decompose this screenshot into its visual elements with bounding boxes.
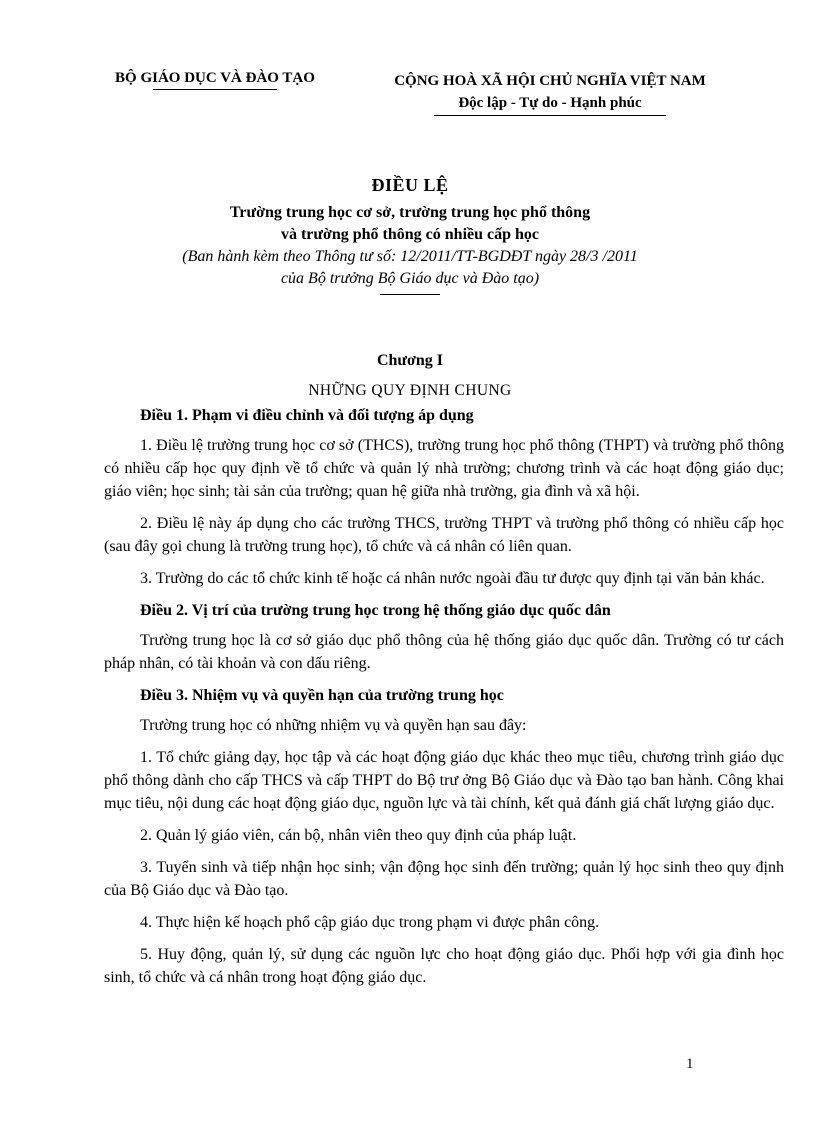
issuance-line1: (Ban hành kèm theo Thông tư số: 12/2011/TT-BGDĐT ngày 28/3 /2011 xyxy=(182,248,638,265)
chapter-heading xyxy=(100,350,720,402)
republic-header xyxy=(374,70,726,116)
document-subtitle-line2: và trường phổ thông có nhiều cấp học xyxy=(280,226,540,243)
national-motto: Độc lập - Tự do - Hạnh phúc xyxy=(458,95,642,111)
page-number: 1 xyxy=(686,1056,694,1072)
motto-underline xyxy=(434,115,666,116)
ministry-underline xyxy=(153,89,277,90)
chapter-number: Chương I xyxy=(376,352,444,369)
document-title: ĐIỀU LỆ xyxy=(371,175,449,195)
article-3-paragraph-3: 3. Tuyển sinh và tiếp nhận học sinh; vận động học sinh đến trường; quản lý học sinh theo quy định của Bộ Giáo dục và Đào tạo. xyxy=(104,859,784,899)
article-1-paragraph-1: 1. Điều lệ trường trung học cơ sở (THCS), trường trung học phổ thông (THPT) và trường phổ thông có nhiều cấp học quy định về tổ chức và quản lý nhà trường; chương trình và các hoạt động giáo dục; giáo viên; học sinh; tài sản của trường; quan hệ giữa nhà trường, gia đình và xã hội. xyxy=(104,437,784,500)
title-divider xyxy=(380,294,440,295)
document-body xyxy=(104,404,784,998)
republic-name: CỘNG HOÀ XÃ HỘI CHỦ NGHĨA VIỆT NAM xyxy=(394,73,706,89)
issuance-line2: của Bộ trưởng Bộ Giáo dục và Đào tạo) xyxy=(280,270,540,287)
chapter-name: NHỮNG QUY ĐỊNH CHUNG xyxy=(308,382,512,399)
article-1-heading: Điều 1. Phạm vi điều chỉnh và đối tượng áp dụng xyxy=(140,407,474,424)
article-2-paragraph-1: Trường trung học là cơ sở giáo dục phổ thông của hệ thống giáo dục quốc dân. Trường có tư cách pháp nhân, có tài khoản và con dấu riêng. xyxy=(104,632,784,672)
article-1-paragraph-2: 2. Điều lệ này áp dụng cho các trường THCS, trường THPT và trường phổ thông có nhiều cấp học (sau đây gọi chung là trường trung học), tổ chức và cá nhân có liên quan. xyxy=(104,515,784,555)
article-3-paragraph-4: 4. Thực hiện kế hoạch phổ cập giáo dục trong phạm vi được phân công. xyxy=(140,914,600,931)
article-3-paragraph-1: 1. Tổ chức giảng dạy, học tập và các hoạt động giáo dục khác theo mục tiêu, chương trình giáo dục phổ thông dành cho cấp THCS và cấp THPT do Bộ trư ởng Bộ Giáo dục và Đào tạo ban hành. Công khai mục tiêu, nội dung các hoạt động giáo dục, nguồn lực và tài chính, kết quả đánh giá chất lượng giáo dục. xyxy=(104,749,784,812)
document-subtitle-line1: Trường trung học cơ sở, trường trung học phổ thông xyxy=(229,204,591,221)
article-2-heading: Điều 2. Vị trí của trường trung học trong hệ thống giáo dục quốc dân xyxy=(140,602,611,619)
ministry-header xyxy=(104,70,326,90)
article-3-intro: Trường trung học có những nhiệm vụ và quyền hạn sau đây: xyxy=(140,717,527,734)
article-3-heading: Điều 3. Nhiệm vụ và quyền hạn của trường trung học xyxy=(140,687,504,704)
article-3-paragraph-2: 2. Quản lý giáo viên, cán bộ, nhân viên theo quy định của pháp luật. xyxy=(140,827,577,844)
ministry-name: BỘ GIÁO DỤC VÀ ĐÀO TẠO xyxy=(115,70,315,86)
document-title-block xyxy=(100,172,720,295)
article-1-paragraph-3: 3. Trường do các tổ chức kinh tế hoặc cá nhân nước ngoài đầu tư được quy định tại văn bản khác. xyxy=(140,570,765,587)
article-3-paragraph-5: 5. Huy động, quản lý, sử dụng các nguồn lực cho hoạt động giáo dục. Phối hợp với gia đình học sinh, tổ chức và cá nhân trong hoạt động giáo dục. xyxy=(104,946,784,986)
